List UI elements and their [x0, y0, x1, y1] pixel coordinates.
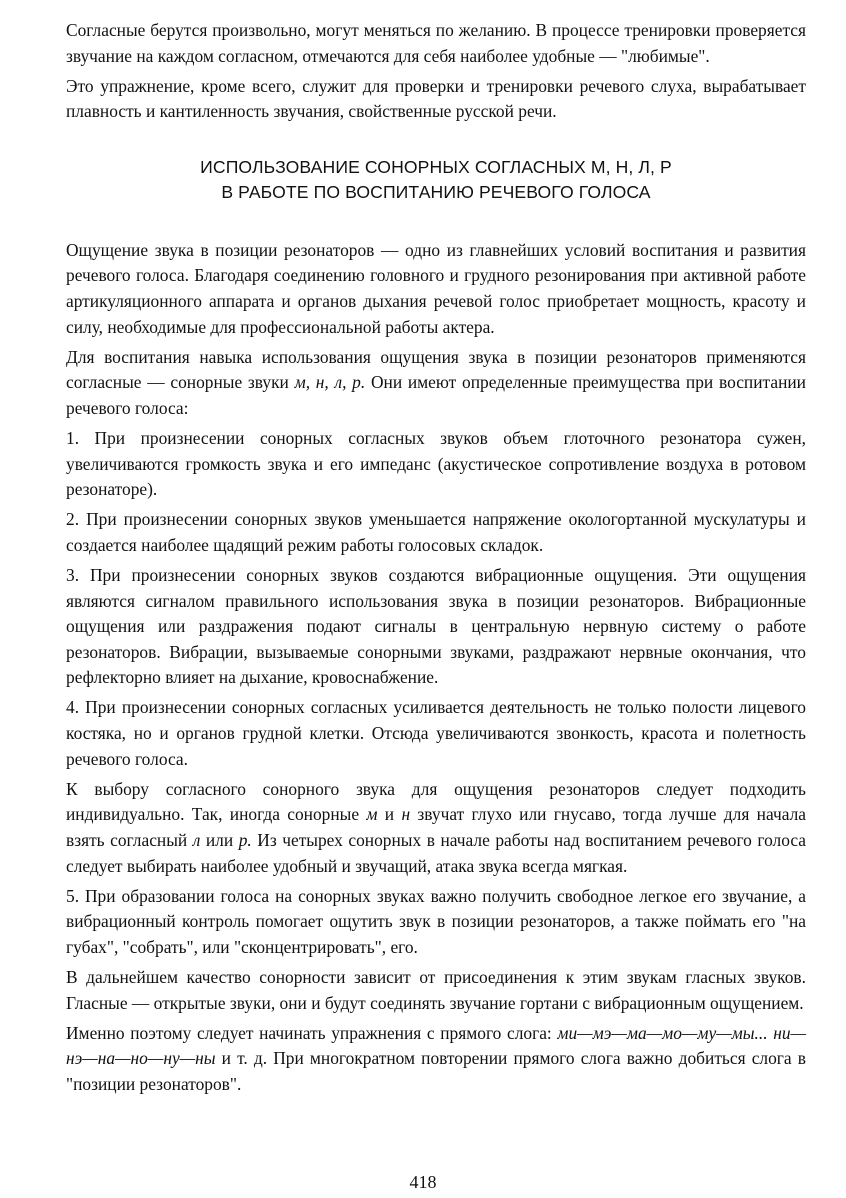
text-span: Именно поэтому следует начинать упражнения с прямого слога: — [66, 1022, 558, 1043]
numbered-item-5: 5. При образовании голоса на сонорных звуках важно получить свободное легкое его звучание, а вибрационный контроль помогает ощутить звук в позиции резонаторов, а также поймать его "на губах", "собрать", или "сконцентрировать", его. — [66, 885, 806, 957]
sound-l: л — [192, 829, 201, 850]
paragraph-exercise: Это упражнение, кроме всего, служит для проверки и тренировки речевого слуха, вырабатывает плавность и кантиленность звучания, свойственные русской речи. — [66, 75, 806, 122]
paragraph-vowels: В дальнейшем качество сонорности зависит от присоединения к этим звукам гласных звуков. Гласные — открытые звуки, они и будут соединять звучание гортани с вибрационным ощущением. — [66, 966, 806, 1013]
paragraph-syllables — [66, 1021, 806, 1098]
paragraph-consonants: Согласные берутся произвольно, могут меняться по желанию. В процессе тренировки проверяется звучание на каждом согласном, отмечаются для себя наиболее удобные — "любимые". — [66, 20, 806, 66]
page-body — [66, 18, 806, 1102]
sound-r: р. — [238, 829, 252, 850]
paragraph-resonators: Ощущение звука в позиции резонаторов — одно из главнейших условий воспитания и развития речевого голоса. Благодаря соединению головного и грудного резонирования при активной работе артикуляционного аппарата и органов дыхания речевой голос приобретает мощность, красоту и силу, необходимые для профессиональной работы актера. — [66, 239, 806, 337]
section-heading — [66, 155, 806, 205]
text-span: Они имеют определенные преимущества при воспитании речевого голоса: — [66, 372, 806, 418]
paragraph-sonorants — [66, 345, 806, 422]
numbered-item-4: 4. При произнесении сонорных согласных усиливается деятельность не только полости лицевого костяка, но и органов грудной клетки. Отсюда увеличиваются звонкость, красота и полетность речевого голоса. — [66, 697, 806, 769]
numbered-item-2: 2. При произнесении сонорных звуков уменьшается напряжение окологортанной мускулатуры и создается наиболее щадящий режим работы голосовых складок. — [66, 509, 806, 555]
page-number: 418 — [409, 1172, 437, 1192]
heading-line-2: В РАБОТЕ ПО ВОСПИТАНИЮ РЕЧЕВОГО ГОЛОСА — [221, 181, 651, 202]
text-span: Для воспитания навыка использования ощущения звука в позиции резонаторов применяются согласные — сонорные звуки — [66, 346, 806, 393]
numbered-item-1: 1. При произнесении сонорных согласных звуков объем глоточного резонатора сужен, увеличиваются громкость звука и его импеданс (акустическое сопротивление воздуха в ротовом резонаторе). — [66, 428, 806, 500]
text-span: звучат глухо или гнусаво, тогда лучше для начала взять согласный — [66, 804, 806, 850]
text-span: и — [377, 804, 402, 825]
sound-n: н — [401, 804, 411, 825]
text-span: К выбору согласного сонорного звука для ощущения резонаторов следует подходить индивидуально. Так, иногда сонорные — [66, 778, 806, 825]
sonorant-sounds: м, н, л, р. — [294, 372, 366, 393]
syllable-sequence: ми—мэ—ма—мо—му—мы... ни—нэ—на—но—ну—ны — [66, 1022, 807, 1069]
heading-line-1: ИСПОЛЬЗОВАНИЕ СОНОРНЫХ СОГЛАСНЫХ М, Н, Л, Р — [200, 156, 672, 177]
paragraph-choice — [66, 777, 806, 879]
text-span: и т. д. При многократном повторении прямого слога важно добиться слога в "позиции резонаторов". — [66, 1048, 806, 1094]
text-span: Из четырех сонорных в начале работы над воспитанием речевого голоса следует выбирать наиболее удобный и звучащий, атака звука всегда мягкая. — [66, 829, 806, 876]
text-span: или — [200, 829, 239, 850]
numbered-item-3: 3. При произнесении сонорных звуков создаются вибрационные ощущения. Эти ощущения являются сигналом правильного использования звука в позиции резонаторов. Вибрационные ощущения или раздражения подают сигналы в центральную нервную систему о работе резонаторов. Вибрации, вызываемые сонорными звуками, раздражают нервные окончания, что рефлекторно влияет на дыхание, кровоснабжение. — [66, 565, 806, 688]
sound-m: м — [366, 804, 378, 825]
